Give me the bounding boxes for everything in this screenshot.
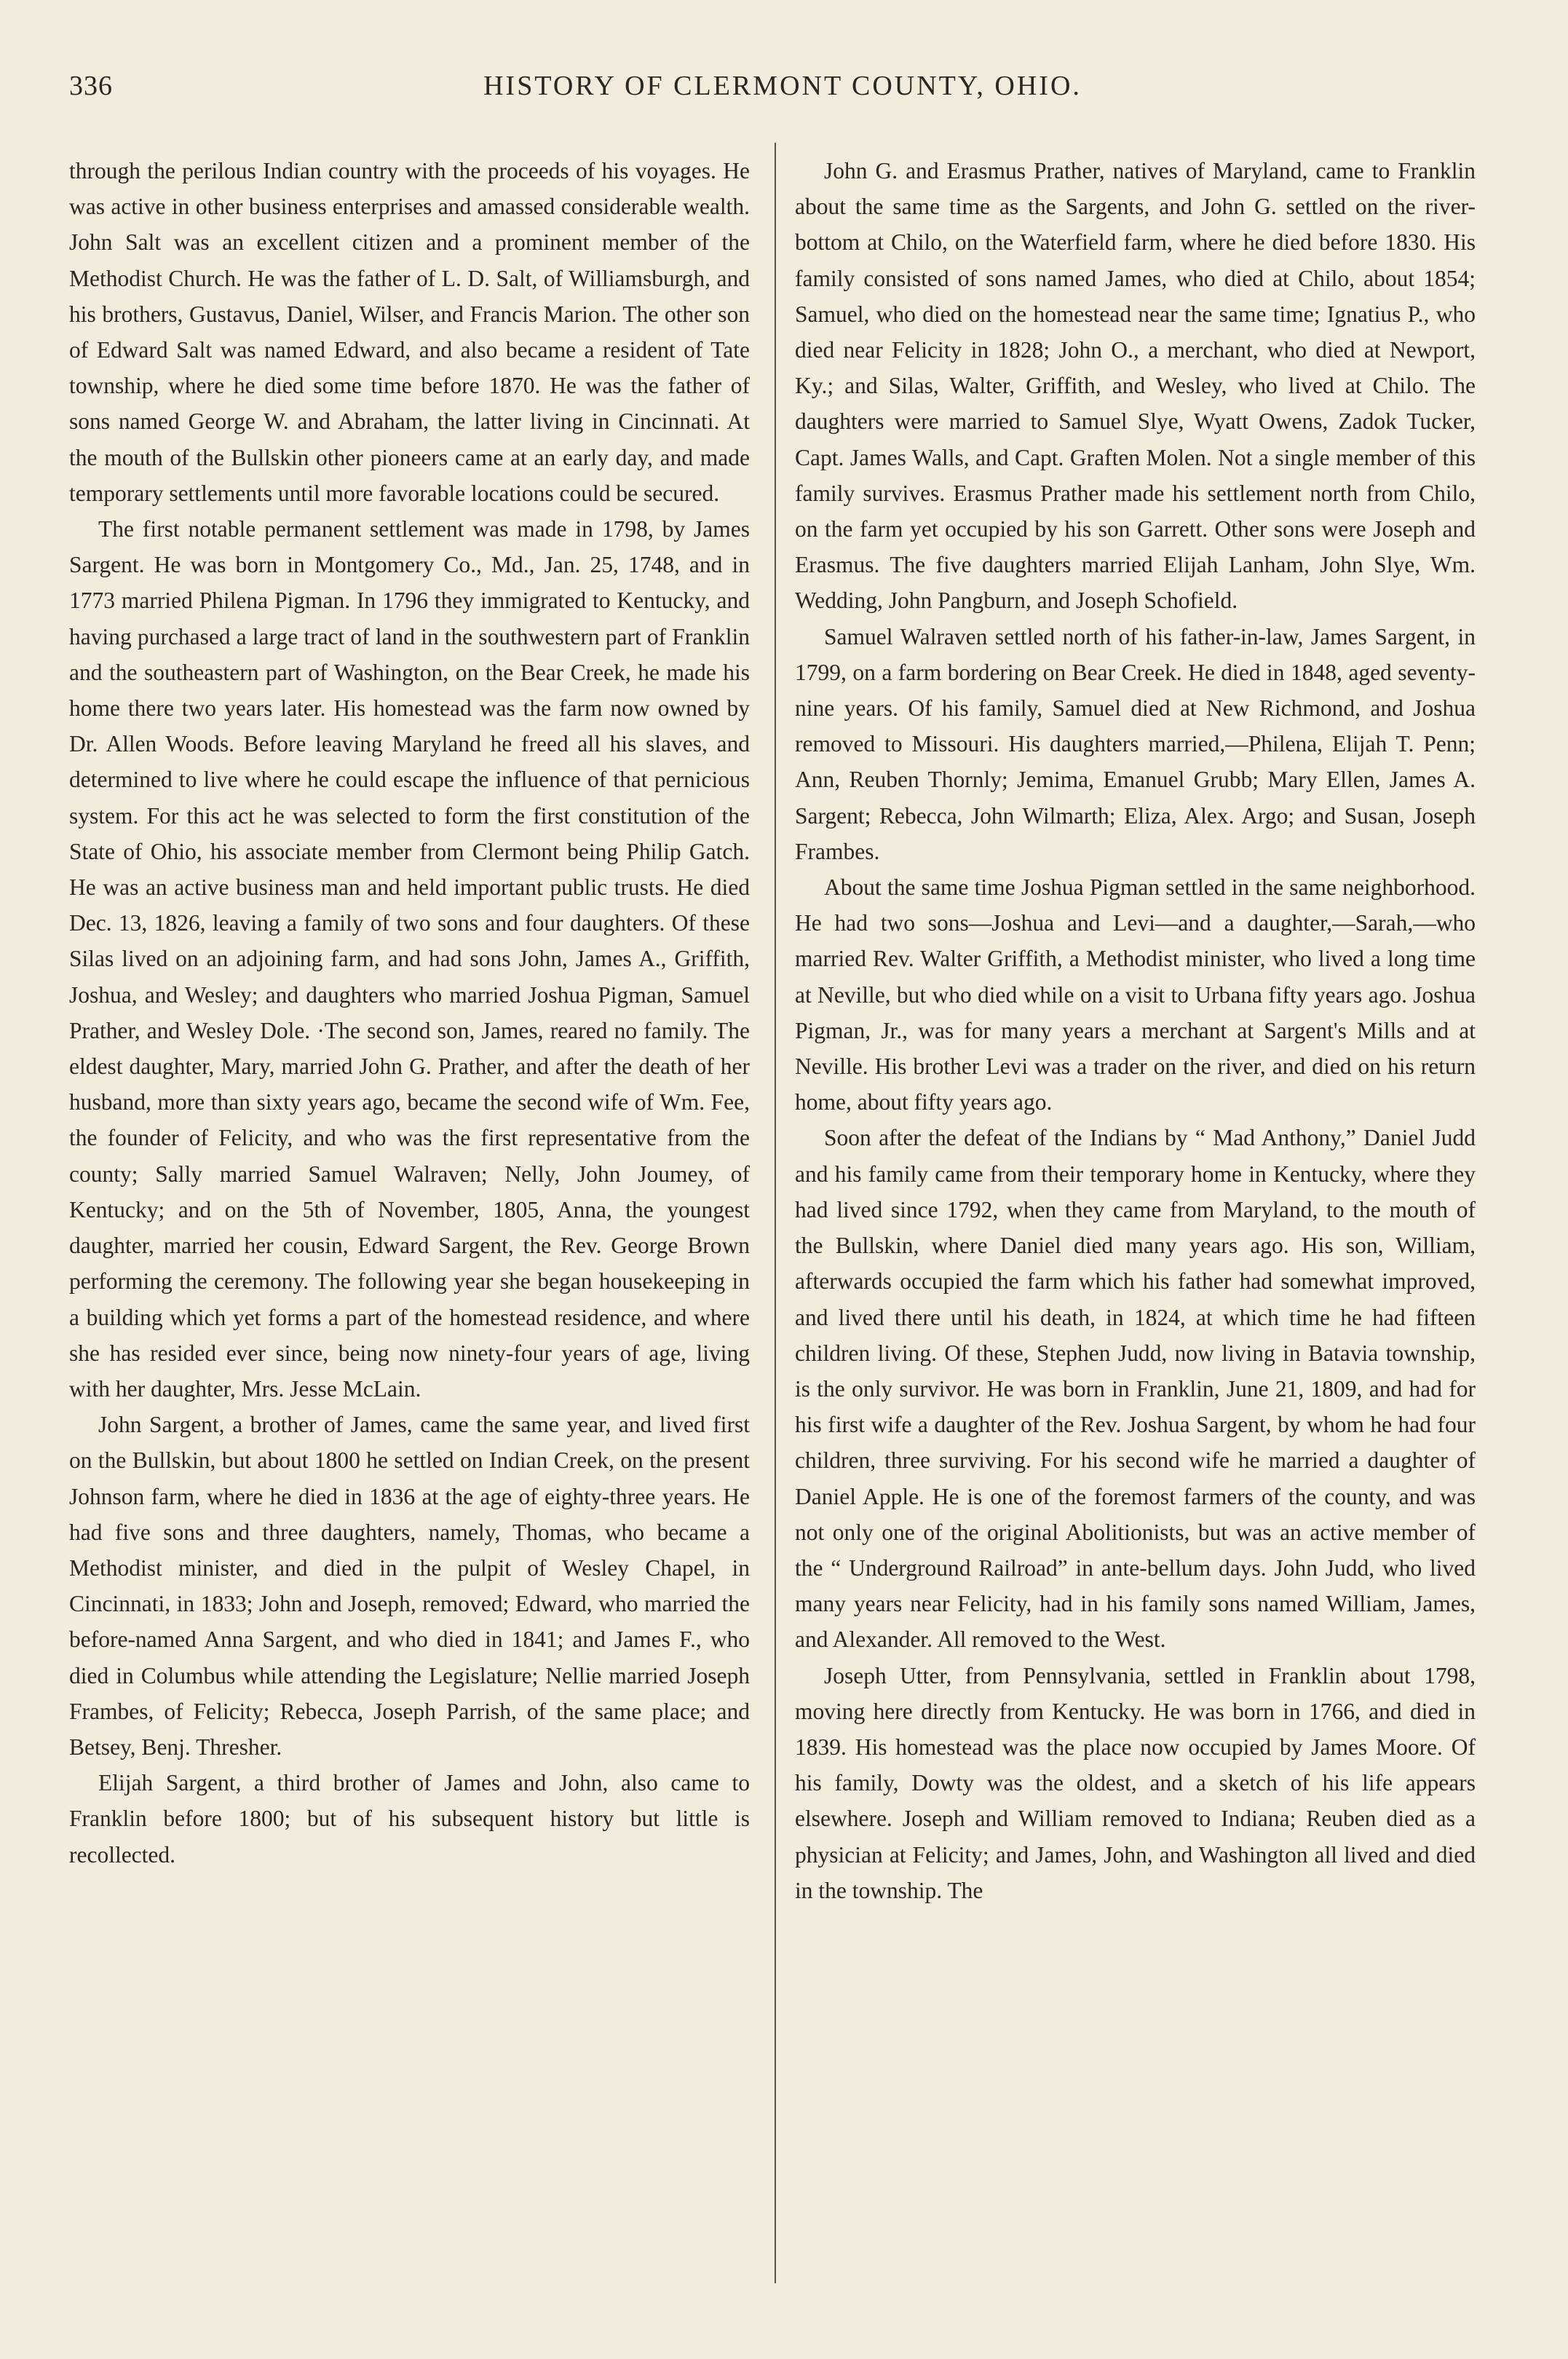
column-divider	[775, 143, 776, 2283]
page-header	[69, 70, 1496, 114]
paragraph: John G. and Erasmus Prather, natives of Maryland, came to Franklin about the same time as the Sargents, and John G. settled on the river-bottom at Chilo, on the Waterfield farm, where he died before 1830. His family consisted of sons named James, who died at Chilo, about 1854; Samuel, who died on the homestead near the same time; Ignatius P., who died near Felicity in 1828; John O., a merchant, who died at Newport, Ky.; and Silas, Walter, Griffith, and Wesley, who lived at Chilo. The daughters were married to Samuel Slye, Wyatt Owens, Zadok Tucker, Capt. James Walls, and Capt. Graften Molen. Not a single member of this family survives. Erasmus Prather made his settlement north from Chilo, on the farm yet occupied by his son Garrett. Other sons were Joseph and Erasmus. The five daughters married Elijah Lanham, John Slye, Wm. Wedding, John Pangburn, and Joseph Schofield.	[795, 158, 1476, 614]
right-column	[795, 153, 1476, 1908]
paragraph: The first notable permanent settlement was made in 1798, by James Sargent. He was born in Montgomery Co., Md., Jan. 25, 1748, and in 1773 married Philena Pigman. In 1796 they immigrated to Kentucky, and having purchased a large tract of land in the southwestern part of Franklin and the southeastern part of Washington, on the Bear Creek, he made his home there two years later. His homestead was the farm now owned by Dr. Allen Woods. Before leaving Maryland he freed all his slaves, and determined to live where he could escape the influence of that pernicious system. For this act he was selected to form the first constitution of the State of Ohio, his associate member from Clermont being Philip Gatch. He was an active business man and held important public trusts. He died Dec. 13, 1826, leaving a family of two sons and four daughters. Of these Silas lived on an adjoining farm, and had sons John, James A., Griffith, Joshua, and Wesley; and daughters who married Joshua Pigman, Samuel Prather, and Wesley Dole. ·The second son, James, reared no family. The eldest daughter, Mary, married John G. Prather, and after the death of her husband, more than sixty years ago, became the second wife of Wm. Fee, the founder of Felicity, and who was the first representative from the county; Sally married Samuel Walraven; Nelly, John Joumey, of Kentucky; and on the 5th of November, 1805, Anna, the youngest daughter, married her cousin, Edward Sargent, the Rev. George Brown performing the ceremony. The following year she began housekeeping in a building which yet forms a part of the homestead residence, and where she has resided ever since, being now ninety-four years of age, living with her daughter, Mrs. Jesse McLain.	[69, 516, 750, 1402]
running-title: HISTORY OF CLERMONT COUNTY, OHIO.	[483, 71, 1082, 101]
paragraph: through the perilous Indian country with the proceeds of his voyages. He was active in other business enterprises and amassed considerable wealth. John Salt was an excellent citizen and a prominent member of the Methodist Church. He was the father of L. D. Salt, of Williamsburgh, and his brothers, Gustavus, Daniel, Wilser, and Francis Marion. The other son of Edward Salt was named Edward, and also became a resident of Tate township, where he died some time before 1870. He was the father of sons named George W. and Abraham, the latter living in Cincinnati. At the mouth of the Bullskin other pioneers came at an early day, and made temporary settlements until more favorable locations could be secured.	[69, 158, 750, 506]
paragraph: About the same time Joshua Pigman settled in the same neighborhood. He had two sons—Joshua and Levi—and a daughter,—Sarah,—who married Rev. Walter Griffith, a Methodist minister, who lived a long time at Neville, but who died while on a visit to Urbana fifty years ago. Joshua Pigman, Jr., was for many years a merchant at Sargent's Mills and at Neville. His brother Levi was a trader on the river, and died on his return home, about fifty years ago.	[795, 874, 1476, 1115]
left-column	[69, 153, 750, 1873]
page-number: 336	[69, 71, 113, 101]
paragraph: Joseph Utter, from Pennsylvania, settled in Franklin about 1798, moving here directly from Kentucky. He was born in 1766, and died in 1839. His homestead was the place now occupied by James Moore. Of his family, Dowty was the oldest, and a sketch of his life appears elsewhere. Joseph and William removed to Indiana; Reuben died as a physician at Felicity; and James, John, and Washington all lived and died in the township. The	[795, 1662, 1476, 1903]
paragraph: Samuel Walraven settled north of his father-in-law, James Sargent, in 1799, on a farm bordering on Bear Creek. He died in 1848, aged seventy-nine years. Of his family, Samuel died at New Richmond, and Joshua removed to Missouri. His daughters married,—Philena, Elijah T. Penn; Ann, Reuben Thornly; Jemima, Emanuel Grubb; Mary Ellen, James A. Sargent; Rebecca, John Wilmarth; Eliza, Alex. Argo; and Susan, Joseph Frambes.	[795, 623, 1476, 864]
paragraph: John Sargent, a brother of James, came the same year, and lived first on the Bullskin, but about 1800 he settled on Indian Creek, on the present Johnson farm, where he died in 1836 at the age of eighty-three years. He had five sons and three daughters, namely, Thomas, who became a Methodist minister, and died in the pulpit of Wesley Chapel, in Cincinnati, in 1833; John and Joseph, removed; Edward, who married the before-named Anna Sargent, and who died in 1841; and James F., who died in Columbus while attending the Legislature; Nellie married Joseph Frambes, of Felicity; Rebecca, Joseph Parrish, of the same place; and Betsey, Benj. Thresher.	[69, 1412, 750, 1760]
paragraph: Elijah Sargent, a third brother of James and John, also came to Franklin before 1800; but of his subsequent history but little is recollected.	[69, 1770, 750, 1868]
paragraph: Soon after the defeat of the Indians by “ Mad Anthony,” Daniel Judd and his family came from their temporary home in Kentucky, where they had lived since 1792, when they came from Maryland, to the mouth of the Bullskin, where Daniel died many years ago. His son, William, afterwards occupied the farm which his father had somewhat improved, and lived there until his death, in 1824, at which time he had fifteen children living. Of these, Stephen Judd, now living in Batavia township, is the only survivor. He was born in Franklin, June 21, 1809, and had for his first wife a daughter of the Rev. Joshua Sargent, by whom he had four children, three surviving. For his second wife he married a daughter of Daniel Apple. He is one of the foremost farmers of the county, and was not only one of the original Abolitionists, but was an active member of the “ Underground Railroad” in ante-bellum days. John Judd, who lived many years near Felicity, had in his family sons named William, James, and Alexander. All removed to the West.	[795, 1125, 1476, 1653]
